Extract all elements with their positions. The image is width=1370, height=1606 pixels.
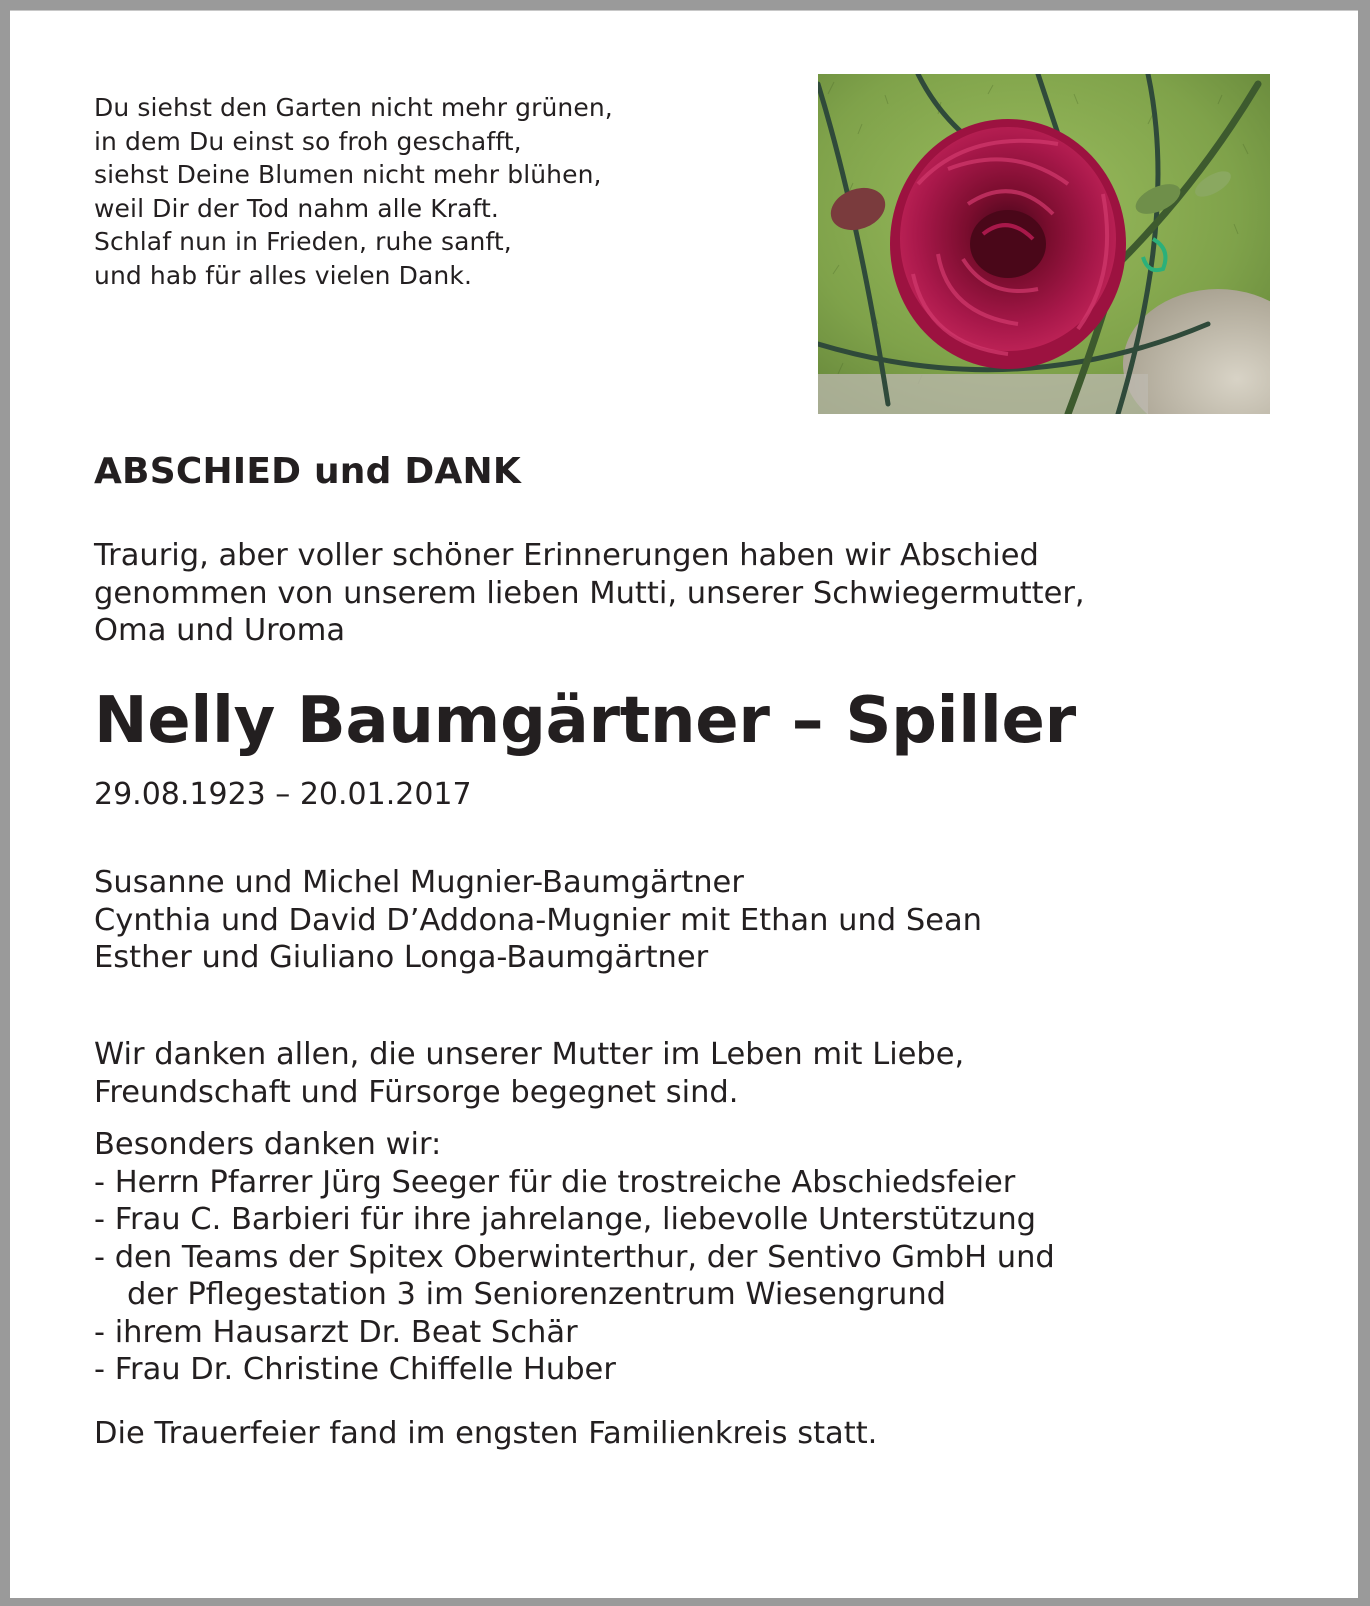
poem-line: weil Dir der Tod nahm alle Kraft. (94, 193, 499, 223)
intro-text (94, 537, 1085, 650)
thanks-line: Freundschaft und Fürsorge begegnet sind. (94, 1074, 739, 1110)
deceased-name: Nelly Baumgärtner – Spiller (94, 684, 1076, 758)
special-thanks (94, 1126, 1055, 1389)
poem-line: siehst Deine Blumen nicht mehr blühen, (94, 160, 602, 189)
poem-line: in dem Du einst so froh geschafft, (94, 126, 522, 156)
poem-line: und hab für alles vielen Dank. (94, 260, 472, 290)
special-thanks-item: - Frau Dr. Christine Chiffelle Huber (94, 1352, 616, 1387)
poem (94, 91, 613, 292)
poem-line: Schlaf nun in Frieden, ruhe sanft, (94, 227, 512, 256)
obituary-page (10, 10, 1358, 1598)
special-thanks-item: - den Teams der Spitex Oberwinterthur, der Sentivo GmbH und (94, 1239, 1055, 1275)
intro-line: Traurig, aber voller schöner Erinnerungen haben wir Abschied (94, 538, 1039, 573)
thanks-text (94, 1036, 964, 1111)
intro-line: genommen von unserem lieben Mutti, unserer Schwiegermutter, (94, 575, 1085, 611)
section-heading: ABSCHIED und DANK (94, 451, 521, 492)
family-line: Esther und Giuliano Longa-Baumgärtner (94, 940, 709, 975)
thanks-line: Wir danken allen, die unserer Mutter im Leben mit Liebe, (94, 1037, 965, 1072)
special-thanks-item: - Herrn Pfarrer Jürg Seeger für die trostreiche Abschiedsfeier (94, 1164, 1016, 1200)
intro-line: Oma und Uroma (94, 613, 346, 648)
special-thanks-intro: Besonders danken wir: (94, 1127, 442, 1162)
special-thanks-item: - Frau C. Barbieri für ihre jahrelange, liebevolle Unterstützung (94, 1202, 1037, 1237)
closing-text: Die Trauerfeier fand im engsten Familienkreis statt. (94, 1416, 878, 1451)
poem-line: Du siehst den Garten nicht mehr grünen, (94, 93, 613, 122)
family-line: Cynthia und David D’Addona-Mugnier mit Ethan und Sean (94, 902, 982, 938)
family-list (94, 864, 982, 977)
life-dates: 29.08.1923 – 20.01.2017 (94, 777, 472, 812)
rose-photo (818, 74, 1270, 414)
special-thanks-item-continuation: der Pflegestation 3 im Seniorenzentrum Wiesengrund (127, 1277, 947, 1312)
special-thanks-item: - ihrem Hausarzt Dr. Beat Schär (94, 1314, 578, 1350)
rose-illustration (818, 74, 1270, 414)
family-line: Susanne und Michel Mugnier-Baumgärtner (94, 865, 744, 900)
